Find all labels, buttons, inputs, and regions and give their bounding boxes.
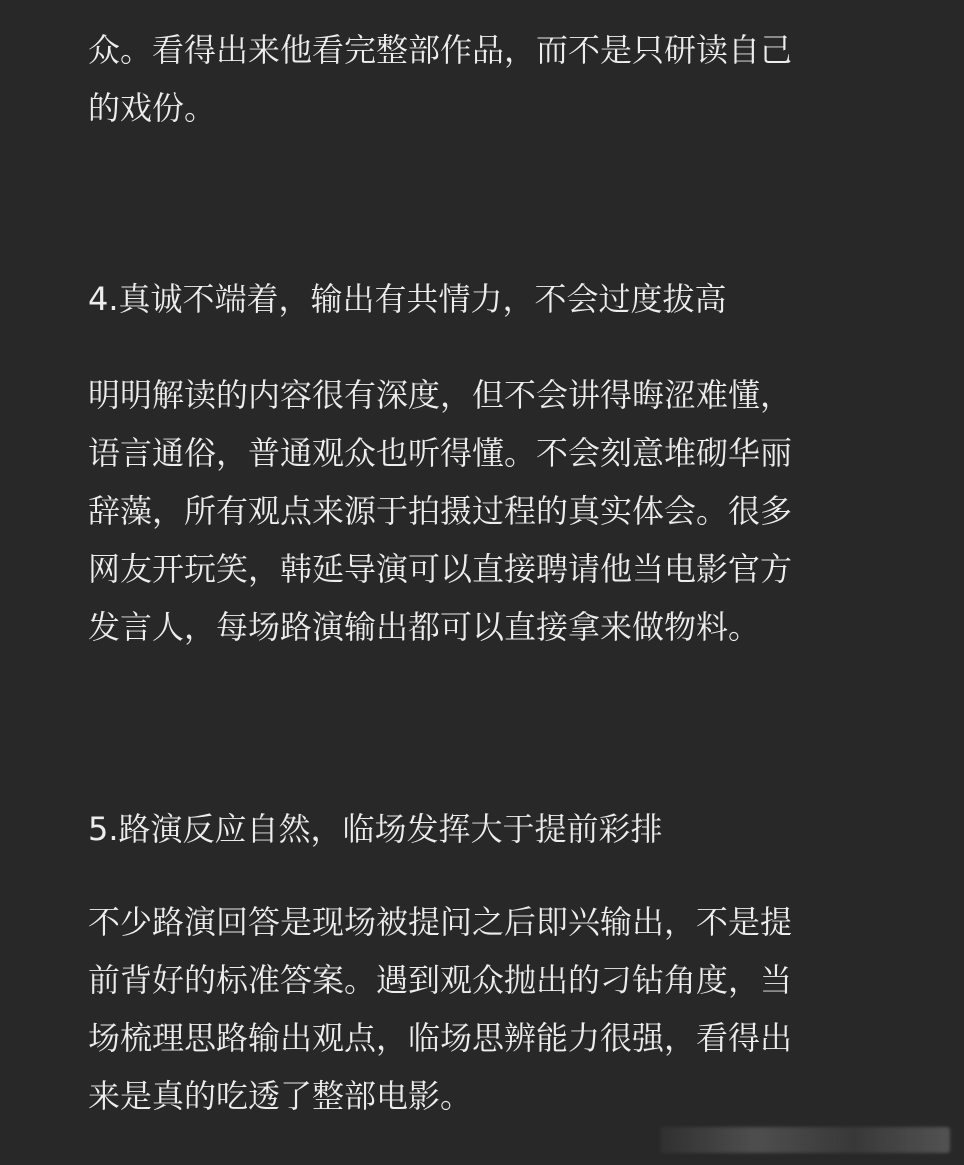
paragraph-line: 不少路演回答是现场被提问之后即兴输出，不是提: [88, 903, 793, 941]
paragraph-line: 的戏份。: [88, 89, 217, 127]
paragraph-line: 前背好的标准答案。遇到观众抛出的刁钻角度，当: [88, 961, 793, 999]
section-5-paragraph: [88, 893, 792, 1125]
paragraph-line: 发言人，每场路演输出都可以直接拿来做物料。: [88, 608, 761, 646]
section-4-heading: 4.真诚不端着，输出有共情力，不会过度拔高: [88, 280, 727, 318]
section-5-heading: 5.路演反应自然，临场发挥大于提前彩排: [88, 810, 663, 848]
section-4-paragraph: [88, 366, 792, 656]
paragraph-line: 语言通俗，普通观众也听得懂。不会刻意堆砌华丽: [88, 434, 793, 472]
paragraph-line: 明明解读的内容很有深度，但不会讲得晦涩难懂，: [88, 376, 793, 414]
paragraph-line: 网友开玩笑，韩延导演可以直接聘请他当电影官方: [88, 550, 793, 588]
paragraph-line: 来是真的吃透了整部电影。: [88, 1077, 473, 1115]
paragraph-line: 众。看得出来他看完整部作品，而不是只研读自己: [88, 31, 793, 69]
blurred-watermark: [660, 1127, 950, 1153]
paragraph-line: 场梳理思路输出观点，临场思辨能力很强，看得出: [88, 1019, 793, 1057]
paragraph-line: 辞藻，所有观点来源于拍摄过程的真实体会。很多: [88, 492, 793, 530]
intro-paragraph: [88, 21, 792, 137]
